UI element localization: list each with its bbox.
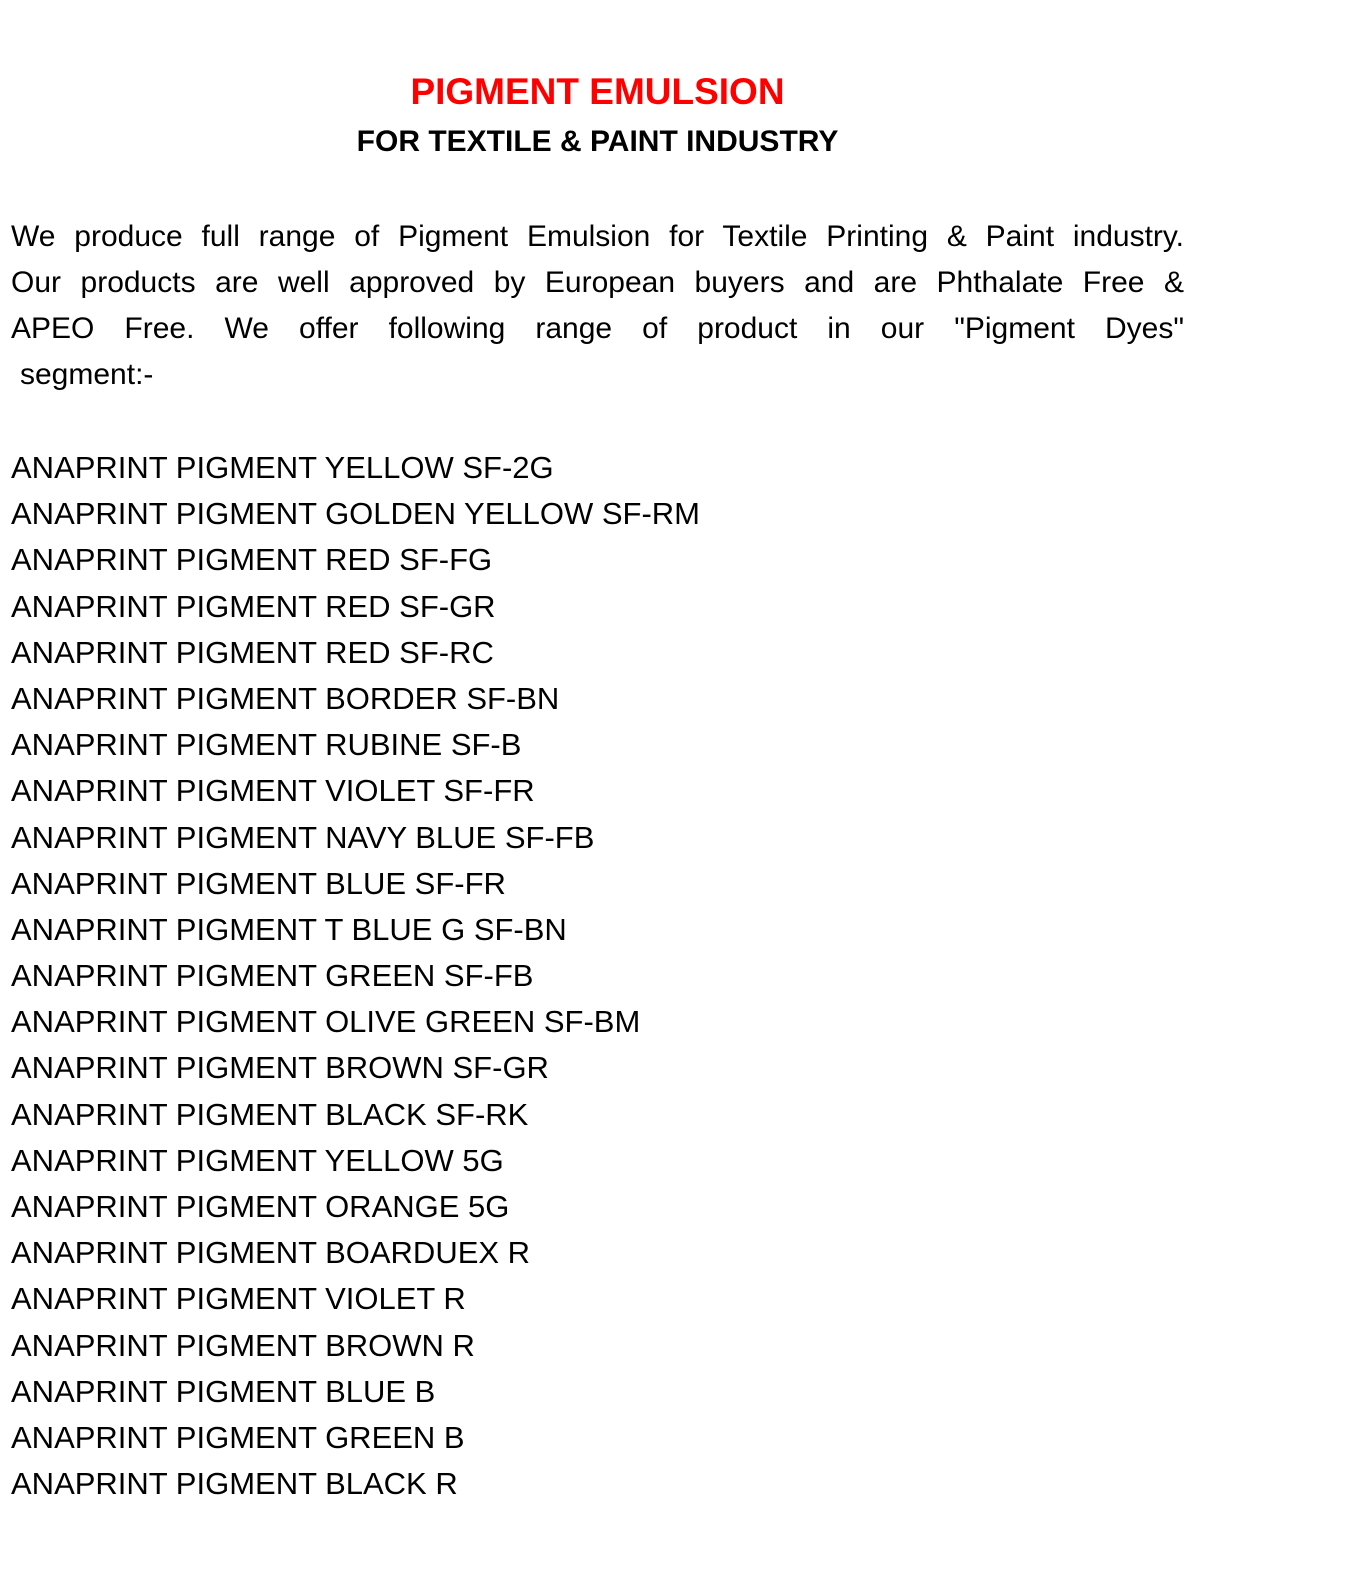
product-item: ANAPRINT PIGMENT BORDER SF-BN xyxy=(11,680,560,716)
product-item: ANAPRINT PIGMENT BLUE B xyxy=(11,1373,436,1409)
intro-paragraph xyxy=(11,214,1184,398)
page-title: PIGMENT EMULSION xyxy=(410,71,785,112)
product-item: ANAPRINT PIGMENT ORANGE 5G xyxy=(11,1189,510,1224)
product-item: ANAPRINT PIGMENT T BLUE G SF-BN xyxy=(11,911,567,947)
product-item: ANAPRINT PIGMENT YELLOW SF-2G xyxy=(11,450,554,485)
product-item: ANAPRINT PIGMENT GREEN SF-FB xyxy=(11,958,534,994)
product-item: ANAPRINT PIGMENT BOARDUEX R xyxy=(11,1235,531,1271)
product-item: ANAPRINT PIGMENT RED SF-RC xyxy=(11,634,494,670)
product-item: ANAPRINT PIGMENT VIOLET SF-FR xyxy=(11,773,535,809)
product-item: ANAPRINT PIGMENT VIOLET R xyxy=(11,1281,466,1317)
product-item: ANAPRINT PIGMENT BROWN SF-GR xyxy=(11,1050,549,1086)
product-item: ANAPRINT PIGMENT OLIVE GREEN SF-BM xyxy=(11,1004,641,1040)
intro-line: Our products are well approved by European buyers and are Phthalate Free & xyxy=(11,266,1184,299)
product-item: ANAPRINT PIGMENT RUBINE SF-B xyxy=(11,727,522,763)
product-item: ANAPRINT PIGMENT NAVY BLUE SF-FB xyxy=(11,819,595,855)
product-item: ANAPRINT PIGMENT GREEN B xyxy=(11,1419,465,1455)
product-item: ANAPRINT PIGMENT RED SF-FG xyxy=(11,542,493,578)
page-subtitle: FOR TEXTILE & PAINT INDUSTRY xyxy=(356,125,839,158)
product-item: ANAPRINT PIGMENT BLUE SF-FR xyxy=(11,865,506,901)
product-item: ANAPRINT PIGMENT BLACK SF-RK xyxy=(11,1096,529,1132)
product-list xyxy=(11,445,700,1507)
intro-line: APEO Free. We offer following range of product in our "Pigment Dyes" xyxy=(11,312,1184,345)
intro-line: segment:- xyxy=(20,358,154,391)
product-item: ANAPRINT PIGMENT RED SF-GR xyxy=(11,588,496,624)
product-item: ANAPRINT PIGMENT BLACK R xyxy=(11,1466,458,1502)
intro-line: We produce full range of Pigment Emulsion for Textile Printing & Paint industry. xyxy=(11,220,1184,253)
product-item: ANAPRINT PIGMENT YELLOW 5G xyxy=(11,1142,504,1178)
product-item: ANAPRINT PIGMENT BROWN R xyxy=(11,1327,475,1363)
product-item: ANAPRINT PIGMENT GOLDEN YELLOW SF-RM xyxy=(11,496,701,532)
